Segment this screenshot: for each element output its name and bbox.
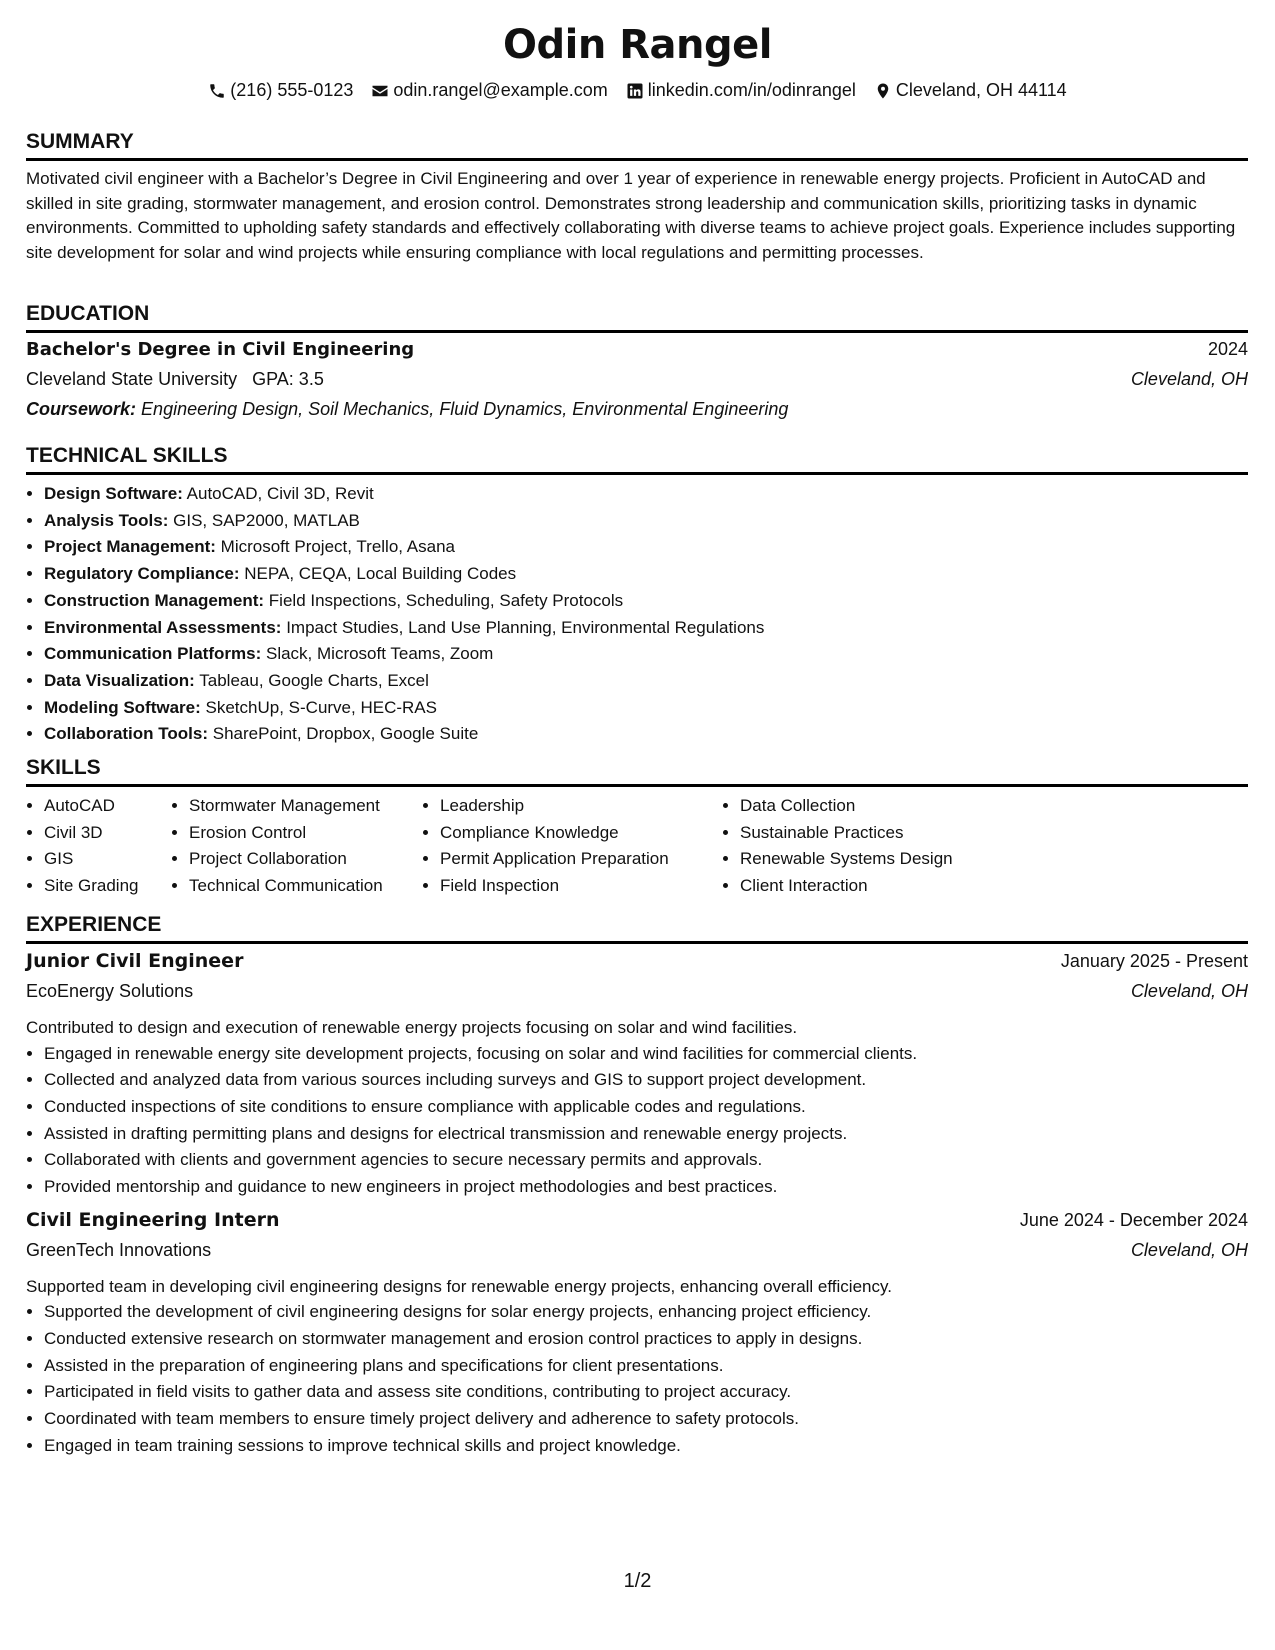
job-summary: Contributed to design and execution of renewable energy projects focusing on solar and wind facilities. [26,1018,798,1037]
list-item: • Permit Application Preparation [440,846,722,873]
section-title: EXPERIENCE [26,911,1248,944]
list-item [44,481,1248,508]
list-item: • Assisted in drafting permitting plans and designs for electrical transmission and renewable energy projects. [44,1121,1248,1148]
list-item [44,561,1248,588]
skill-values: GIS, SAP2000, MATLAB [173,510,360,530]
job-location: Cleveland, OH [1130,1239,1248,1260]
list-item: • Site Grading [44,873,171,900]
list-item [44,668,1248,695]
skill-category: Design Software: [44,484,183,503]
school-name-group [26,369,324,390]
list-item: • Engaged in renewable energy site development projects, focusing on solar and wind facilities for commercial clients. [44,1041,1248,1068]
linkedin-text: linkedin.com/in/odinrangel [647,80,856,100]
list-item [44,695,1248,722]
section-title: SUMMARY [26,128,1248,161]
section-title: TECHNICAL SKILLS [26,442,1248,475]
job-entry [26,1209,1248,1460]
list-item [44,615,1248,642]
list-item: • Provided mentorship and guidance to new engineers in project methodologies and best practices. [44,1174,1248,1201]
list-item: • Project Collaboration [189,846,422,873]
phone-text: (216) 555-0123 [230,80,354,100]
list-item: • Coordinated with team members to ensure timely project delivery and adherence to safety protocols. [44,1406,1248,1433]
list-item: • Collaborated with clients and government agencies to secure necessary permits and approvals. [44,1147,1248,1174]
skill-values: SketchUp, S-Curve, HEC-RAS [205,697,437,717]
list-item: • Leadership [440,793,722,820]
skill-category: Data Visualization: [44,670,195,690]
skills-column [422,793,722,900]
skills-column [722,793,1000,900]
list-item: • Civil 3D [44,820,171,847]
list-item [44,508,1248,535]
list-item: • Erosion Control [189,820,422,847]
list-item: • Renewable Systems Design [740,846,1000,873]
job-header-row [26,1209,1248,1240]
skill-category: Environmental Assessments: [44,617,282,637]
job-bullets [26,1299,1248,1459]
skill-category: Project Management: [44,537,216,557]
page-number: 1/2 [623,1570,652,1592]
list-item: • AutoCAD [44,793,171,820]
job-summary: Supported team in developing civil engineering designs for renewable energy projects, enhancing overall efficiency. [26,1276,892,1296]
experience-section [26,911,1248,1459]
list-item [44,721,1248,748]
education-header-row [26,339,1248,369]
map-pin-icon [874,82,892,100]
contact-location [874,80,1067,101]
company-name: EcoEnergy Solutions [26,981,194,1001]
skills-column [171,793,422,900]
list-item: • GIS [44,846,171,873]
list-item: • Engaged in team training sessions to improve technical skills and project knowledge. [44,1433,1248,1460]
list-item: • Conducted extensive research on stormwater management and erosion control practices to apply in designs. [44,1326,1248,1353]
skill-category: Collaboration Tools: [44,724,209,744]
degree-title: Bachelor's Degree in Civil Engineering [26,339,415,360]
graduation-year: 2024 [1207,339,1248,359]
skill-category: Construction Management: [44,590,265,610]
skill-values: Impact Studies, Land Use Planning, Environmental Regulations [286,617,765,637]
school-name: Cleveland State University [26,369,238,389]
skills-column [26,793,171,900]
job-location: Cleveland, OH [1130,981,1248,1001]
job-company-row [26,1240,1248,1271]
summary-text: Motivated civil engineer with a Bachelor’s Degree in Civil Engineering and over 1 year of experience in renewable energy projects. Proficient in AutoCAD and skilled in site grading, stormwater management, and erosion control. Demonstrates strong leadership and communication skills, prioritizing tasks in dynamic environments. Committed to upholding safety standards and effectively collaborating with diverse teams to achieve project goals. Experience includes supporting site development for solar and wind projects while ensuring compliance with local regulations and permitting processes. [26,169,1236,262]
list-item: • Supported the development of civil engineering designs for solar energy projects, enhancing project efficiency. [44,1299,1248,1326]
candidate-name: Odin Rangel [503,22,772,68]
technical-skills-list [26,481,1248,748]
list-item [44,534,1248,561]
section-title: SKILLS [26,754,1248,787]
list-item: • Client Interaction [740,873,1000,900]
email-text: odin.rangel@example.com [393,80,608,100]
education-section [26,300,1248,429]
job-dates: January 2025 - Present [1060,951,1248,971]
coursework-label: Coursework: [26,399,137,419]
skill-values: AutoCAD, Civil 3D, Revit [186,484,374,503]
list-item: • Collected and analyzed data from various sources including surveys and GIS to support project development. [44,1067,1248,1094]
list-item [44,588,1248,615]
skills-section [26,754,1248,900]
contact-linkedin[interactable] [626,80,856,101]
job-header-row [26,950,1248,981]
skill-category: Modeling Software: [44,697,201,717]
job-dates: June 2024 - December 2024 [1019,1209,1248,1230]
skill-values: NEPA, CEQA, Local Building Codes [244,564,517,584]
list-item: • Participated in field visits to gather data and assess site conditions, contributing to project accuracy. [44,1379,1248,1406]
list-item [44,641,1248,668]
list-item: • Stormwater Management [189,793,422,820]
envelope-icon [371,82,389,100]
section-title: EDUCATION [26,300,1248,333]
contact-phone[interactable] [208,80,353,101]
skill-values: Tableau, Google Charts, Excel [199,670,429,690]
job-entry [26,950,1248,1201]
list-item: • Assisted in the preparation of engineering plans and specifications for client presentations. [44,1353,1248,1380]
skill-values: Slack, Microsoft Teams, Zoom [265,644,494,664]
skills-grid [26,793,1248,900]
job-title: Civil Engineering Intern [26,1208,280,1231]
list-item: • Conducted inspections of site conditions to ensure compliance with applicable codes and regulations. [44,1094,1248,1121]
list-item: • Sustainable Practices [740,820,1000,847]
list-item: • Technical Communication [189,873,422,900]
skill-values: SharePoint, Dropbox, Google Suite [212,724,479,744]
school-location: Cleveland, OH [1130,369,1248,389]
gpa: GPA: 3.5 [252,369,324,389]
technical-skills-section [26,442,1248,748]
coursework-line [26,399,1248,429]
summary-section [26,128,1248,265]
job-bullets [26,1041,1248,1201]
linkedin-icon [626,82,644,100]
contact-bar [0,80,1275,101]
skill-category: Analysis Tools: [44,510,169,530]
job-title: Junior Civil Engineer [26,950,244,972]
skill-values: Microsoft Project, Trello, Asana [220,537,455,557]
coursework-list: Engineering Design, Soil Mechanics, Fluid Dynamics, Environmental Engineering [141,399,789,419]
skill-category: Communication Platforms: [44,644,262,664]
skill-category: Regulatory Compliance: [44,564,240,584]
skill-values: Field Inspections, Scheduling, Safety Protocols [268,590,624,610]
list-item: • Compliance Knowledge [440,820,722,847]
contact-email[interactable] [371,80,607,101]
education-school-row [26,369,1248,399]
job-company-row [26,981,1248,1012]
list-item: • Field Inspection [440,873,722,900]
company-name: GreenTech Innovations [26,1239,212,1260]
phone-icon [208,82,226,100]
list-item: • Data Collection [740,793,1000,820]
location-text: Cleveland, OH 44114 [895,80,1067,100]
